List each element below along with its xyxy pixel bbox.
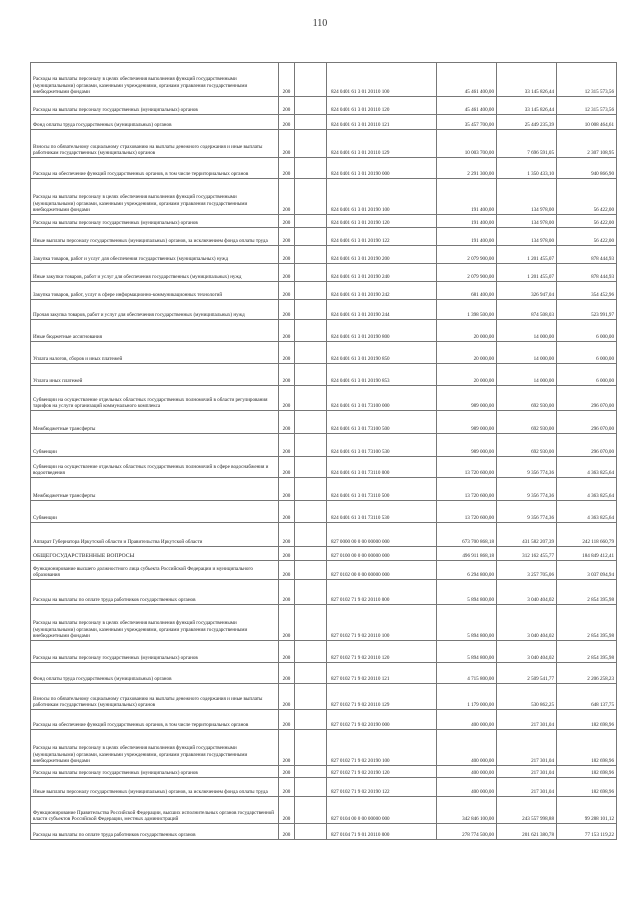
- row-budget-code: 824 0401 61 3 01 20190 240: [327, 264, 437, 282]
- row-approved-amount: 13 720 600,00: [437, 457, 497, 478]
- row-approved-amount: 400 000,00: [437, 710, 497, 730]
- table-row: [31, 130, 617, 158]
- spacer-cell: [295, 264, 327, 282]
- row-budget-code: 824 0401 61 3 01 73110 530: [327, 501, 437, 523]
- row-budget-code: 827 0102 71 9 02 20110 100: [327, 605, 437, 641]
- spacer-cell: [295, 342, 327, 364]
- row-executed-amount: 201 621 380,78: [497, 824, 557, 840]
- row-approved-amount: 5 894 800,00: [437, 641, 497, 663]
- spacer-cell: [295, 478, 327, 501]
- row-remaining-amount: 3 037 094,94: [557, 561, 617, 580]
- spacer-cell: [295, 282, 327, 300]
- row-description: Расходы на выплаты по оплате труда работников государственных органов: [31, 580, 279, 605]
- row-line-code: 200: [279, 228, 295, 246]
- table-row: [31, 478, 617, 501]
- table-row: [31, 797, 617, 824]
- row-executed-amount: 530 862,25: [497, 684, 557, 710]
- row-executed-amount: 9 356 774,36: [497, 501, 557, 523]
- row-approved-amount: 5 894 800,00: [437, 605, 497, 641]
- row-line-code: 200: [279, 561, 295, 580]
- row-description: Расходы на выплаты персоналу в целях обеспечения выполнения функций государственными (муниципальными) органами, казенными учреждениями, органами управления государственными внебюджетными фондами: [31, 63, 279, 97]
- row-description: Расходы на выплаты персоналу государственных (муниципальных) органов: [31, 766, 279, 778]
- row-line-code: 200: [279, 130, 295, 158]
- row-executed-amount: 134 978,00: [497, 179, 557, 215]
- row-line-code: 200: [279, 320, 295, 342]
- row-approved-amount: 5 894 800,00: [437, 580, 497, 605]
- spacer-cell: [295, 228, 327, 246]
- row-remaining-amount: 4 363 825,64: [557, 478, 617, 501]
- row-approved-amount: 191 400,00: [437, 215, 497, 228]
- spacer-cell: [295, 320, 327, 342]
- row-executed-amount: 1 350 433,10: [497, 158, 557, 179]
- spacer-cell: [295, 97, 327, 115]
- spacer-cell: [295, 179, 327, 215]
- spacer-cell: [295, 386, 327, 411]
- row-remaining-amount: 2 854 395,98: [557, 605, 617, 641]
- row-line-code: 200: [279, 501, 295, 523]
- row-line-code: 200: [279, 641, 295, 663]
- table-row: [31, 246, 617, 264]
- row-budget-code: 827 0102 71 9 02 20190 100: [327, 730, 437, 766]
- row-approved-amount: 278 774 500,00: [437, 824, 497, 840]
- table-row: [31, 547, 617, 561]
- row-executed-amount: 874 508,03: [497, 300, 557, 320]
- row-description: Субвенции: [31, 501, 279, 523]
- row-budget-code: 827 0102 71 9 02 20190 120: [327, 766, 437, 778]
- row-executed-amount: 33 145 826,44: [497, 97, 557, 115]
- spacer-cell: [295, 411, 327, 434]
- row-budget-code: 827 0102 00 0 00 00000 000: [327, 561, 437, 580]
- row-budget-code: 824 0401 61 3 01 73110 500: [327, 478, 437, 501]
- row-remaining-amount: 56 422,00: [557, 179, 617, 215]
- row-budget-code: 824 0401 61 3 01 20190 122: [327, 228, 437, 246]
- row-executed-amount: 14 000,00: [497, 342, 557, 364]
- row-line-code: 200: [279, 547, 295, 561]
- budget-execution-table: [30, 62, 617, 840]
- row-description: Закупка товаров, работ и услуг для обеспечения государственных (муниципальных) нужд: [31, 246, 279, 264]
- row-description: Расходы на выплаты персоналу государственных (муниципальных) органов: [31, 641, 279, 663]
- row-executed-amount: 217 301,04: [497, 778, 557, 797]
- row-remaining-amount: 2 854 395,98: [557, 641, 617, 663]
- row-executed-amount: 217 301,04: [497, 766, 557, 778]
- row-budget-code: 827 0102 71 9 02 20190 122: [327, 778, 437, 797]
- row-line-code: 200: [279, 523, 295, 547]
- page-number: 110: [312, 18, 328, 29]
- row-approved-amount: 20 000,00: [437, 364, 497, 386]
- table-row: [31, 561, 617, 580]
- row-budget-code: 827 0000 00 0 00 00000 000: [327, 523, 437, 547]
- row-approved-amount: 342 846 100,00: [437, 797, 497, 824]
- row-budget-code: 824 0401 61 3 01 73110 000: [327, 457, 437, 478]
- row-executed-amount: 134 978,00: [497, 228, 557, 246]
- row-budget-code: 827 0100 00 0 00 00000 000: [327, 547, 437, 561]
- row-approved-amount: 2 291 300,00: [437, 158, 497, 179]
- table-row: [31, 501, 617, 523]
- row-budget-code: 824 0401 61 3 01 73100 530: [327, 434, 437, 457]
- row-line-code: 200: [279, 824, 295, 840]
- table-row: [31, 97, 617, 115]
- row-description: Расходы на выплаты персоналу в целях обеспечения выполнения функций государственными (муниципальными) органами, казенными учреждениями, органами управления государственными внебюджетными фондами: [31, 179, 279, 215]
- row-remaining-amount: 2 307 108,95: [557, 130, 617, 158]
- row-approved-amount: 400 000,00: [437, 766, 497, 778]
- spacer-cell: [295, 580, 327, 605]
- row-remaining-amount: 878 444,93: [557, 264, 617, 282]
- row-remaining-amount: 296 070,00: [557, 386, 617, 411]
- table-row: [31, 264, 617, 282]
- row-budget-code: 824 0401 61 3 01 20190 100: [327, 179, 437, 215]
- row-line-code: 200: [279, 282, 295, 300]
- row-executed-amount: 3 040 404,02: [497, 580, 557, 605]
- spacer-cell: [295, 300, 327, 320]
- row-budget-code: 827 0104 00 0 00 00000 000: [327, 797, 437, 824]
- row-remaining-amount: 242 118 660,79: [557, 523, 617, 547]
- row-budget-code: 827 0104 71 9 01 20110 000: [327, 824, 437, 840]
- row-executed-amount: 9 356 774,36: [497, 457, 557, 478]
- row-budget-code: 827 0102 71 9 02 20110 120: [327, 641, 437, 663]
- table-row: [31, 605, 617, 641]
- table-row: [31, 641, 617, 663]
- table-row: [31, 824, 617, 840]
- table-row: [31, 580, 617, 605]
- row-budget-code: 824 0401 61 3 01 20190 244: [327, 300, 437, 320]
- row-approved-amount: 191 400,00: [437, 228, 497, 246]
- spacer-cell: [295, 130, 327, 158]
- row-executed-amount: 7 696 591,05: [497, 130, 557, 158]
- row-line-code: 200: [279, 115, 295, 130]
- row-description: Уплата налогов, сборов и иных платежей: [31, 342, 279, 364]
- spacer-cell: [295, 824, 327, 840]
- row-executed-amount: 692 930,00: [497, 434, 557, 457]
- row-budget-code: 824 0401 61 3 01 20190 000: [327, 158, 437, 179]
- table-row: [31, 300, 617, 320]
- row-description: Иные бюджетные ассигнования: [31, 320, 279, 342]
- row-description: Аппарат Губернатора Иркутской области и Правительства Иркутской области: [31, 523, 279, 547]
- row-executed-amount: 25 449 235,39: [497, 115, 557, 130]
- spacer-cell: [295, 605, 327, 641]
- row-executed-amount: 692 930,00: [497, 386, 557, 411]
- table-row: [31, 710, 617, 730]
- spacer-cell: [295, 797, 327, 824]
- spacer-cell: [295, 523, 327, 547]
- row-description: Фонд оплаты труда государственных (муниципальных) органов: [31, 663, 279, 684]
- row-approved-amount: 673 700 868,18: [437, 523, 497, 547]
- row-approved-amount: 20 000,00: [437, 320, 497, 342]
- row-budget-code: 824 0401 61 3 01 20190 120: [327, 215, 437, 228]
- row-line-code: 200: [279, 710, 295, 730]
- row-description: Закупка товаров, работ, услуг в сфере информационно-коммуникационных технологий: [31, 282, 279, 300]
- table-row: [31, 411, 617, 434]
- table-row: [31, 457, 617, 478]
- row-remaining-amount: 182 698,96: [557, 766, 617, 778]
- row-description: Субвенции: [31, 434, 279, 457]
- row-remaining-amount: 56 422,00: [557, 215, 617, 228]
- row-approved-amount: 2 079 900,00: [437, 246, 497, 264]
- row-line-code: 200: [279, 158, 295, 179]
- spacer-cell: [295, 364, 327, 386]
- row-executed-amount: 692 930,00: [497, 411, 557, 434]
- row-executed-amount: 217 301,04: [497, 710, 557, 730]
- row-remaining-amount: 56 422,00: [557, 228, 617, 246]
- row-remaining-amount: 184 849 412,41: [557, 547, 617, 561]
- row-approved-amount: 20 000,00: [437, 342, 497, 364]
- row-line-code: 200: [279, 580, 295, 605]
- row-remaining-amount: 4 363 825,64: [557, 457, 617, 478]
- table-row: [31, 215, 617, 228]
- row-remaining-amount: 6 000,00: [557, 320, 617, 342]
- row-line-code: 200: [279, 478, 295, 501]
- table-row: [31, 228, 617, 246]
- spacer-cell: [295, 730, 327, 766]
- row-line-code: 200: [279, 97, 295, 115]
- row-approved-amount: 400 000,00: [437, 730, 497, 766]
- row-executed-amount: 2 509 541,77: [497, 663, 557, 684]
- row-line-code: 200: [279, 364, 295, 386]
- row-description: Расходы на обеспечение функций государственных органов, в том числе территориальных органов: [31, 710, 279, 730]
- row-description: Расходы на выплаты персоналу в целях обеспечения выполнения функций государственными (муниципальными) органами, казенными учреждениями, органами управления государственными внебюджетными фондами: [31, 605, 279, 641]
- row-approved-amount: 4 715 800,00: [437, 663, 497, 684]
- row-line-code: 200: [279, 179, 295, 215]
- row-description: Расходы на выплаты персоналу в целях обеспечения выполнения функций государственными (муниципальными) органами, казенными учреждениями, органами управления государственными внебюджетными фондами: [31, 730, 279, 766]
- row-approved-amount: 2 079 900,00: [437, 264, 497, 282]
- row-line-code: 200: [279, 215, 295, 228]
- row-remaining-amount: 6 000,00: [557, 342, 617, 364]
- row-line-code: 200: [279, 457, 295, 478]
- table-row: [31, 778, 617, 797]
- row-description: Субвенции на осуществление отдельных областных государственных полномочий в области регулирования тарифов на услуги организаций коммунального комплекса: [31, 386, 279, 411]
- table-row: [31, 663, 617, 684]
- row-description: Функционирование высшего должностного лица субъекта Российской Федерации и муниципального образования: [31, 561, 279, 580]
- row-line-code: 200: [279, 730, 295, 766]
- table-row: [31, 523, 617, 547]
- row-budget-code: 827 0102 71 9 02 20110 129: [327, 684, 437, 710]
- row-executed-amount: 1 201 455,07: [497, 264, 557, 282]
- row-budget-code: 827 0102 71 9 02 20190 000: [327, 710, 437, 730]
- row-budget-code: 824 0401 61 3 01 20110 121: [327, 115, 437, 130]
- row-budget-code: 824 0401 61 3 01 20190 800: [327, 320, 437, 342]
- row-description: Прочая закупка товаров, работ и услуг для обеспечения государственных (муниципальных) нужд: [31, 300, 279, 320]
- spacer-cell: [295, 434, 327, 457]
- table-body: [31, 63, 617, 840]
- row-executed-amount: 33 145 826,44: [497, 63, 557, 97]
- row-line-code: 200: [279, 264, 295, 282]
- row-remaining-amount: 648 137,75: [557, 684, 617, 710]
- row-approved-amount: 13 720 600,00: [437, 478, 497, 501]
- table-row: [31, 282, 617, 300]
- table-row: [31, 63, 617, 97]
- row-approved-amount: 45 461 400,00: [437, 63, 497, 97]
- row-executed-amount: 243 557 998,88: [497, 797, 557, 824]
- row-description: Межбюджетные трансферты: [31, 478, 279, 501]
- row-budget-code: 827 0102 71 9 02 20110 000: [327, 580, 437, 605]
- row-description: Взносы по обязательному социальному страхованию на выплаты денежного содержания и иные выплаты работникам государственных (муниципальных) органов: [31, 130, 279, 158]
- row-line-code: 200: [279, 434, 295, 457]
- row-executed-amount: 312 162 455,77: [497, 547, 557, 561]
- row-executed-amount: 9 356 774,36: [497, 478, 557, 501]
- row-line-code: 200: [279, 411, 295, 434]
- spacer-cell: [295, 641, 327, 663]
- row-remaining-amount: 99 288 101,12: [557, 797, 617, 824]
- row-executed-amount: 134 978,00: [497, 215, 557, 228]
- row-budget-code: 824 0401 61 3 01 20190 850: [327, 342, 437, 364]
- row-executed-amount: 431 582 207,39: [497, 523, 557, 547]
- row-executed-amount: 3 040 404,02: [497, 605, 557, 641]
- row-approved-amount: 10 003 700,00: [437, 130, 497, 158]
- row-budget-code: 824 0401 61 3 01 20190 242: [327, 282, 437, 300]
- row-executed-amount: 217 301,04: [497, 730, 557, 766]
- row-description: Взносы по обязательному социальному страхованию на выплаты денежного содержания и иные выплаты работникам государственных (муниципальных) органов: [31, 684, 279, 710]
- row-approved-amount: 45 461 400,00: [437, 97, 497, 115]
- row-line-code: 200: [279, 663, 295, 684]
- spacer-cell: [295, 457, 327, 478]
- row-executed-amount: 3 257 705,06: [497, 561, 557, 580]
- row-line-code: 200: [279, 386, 295, 411]
- row-approved-amount: 13 720 600,00: [437, 501, 497, 523]
- row-remaining-amount: 12 315 573,56: [557, 97, 617, 115]
- table-row: [31, 684, 617, 710]
- row-line-code: 200: [279, 766, 295, 778]
- row-approved-amount: 989 000,00: [437, 411, 497, 434]
- row-executed-amount: 14 000,00: [497, 364, 557, 386]
- row-description: Уплата иных платежей: [31, 364, 279, 386]
- row-remaining-amount: 354 452,96: [557, 282, 617, 300]
- row-remaining-amount: 878 444,93: [557, 246, 617, 264]
- row-executed-amount: 3 040 404,02: [497, 641, 557, 663]
- table-row: [31, 386, 617, 411]
- table-row: [31, 179, 617, 215]
- row-budget-code: 824 0401 61 3 01 20190 853: [327, 364, 437, 386]
- spacer-cell: [295, 547, 327, 561]
- table-row: [31, 158, 617, 179]
- row-remaining-amount: 77 153 119,22: [557, 824, 617, 840]
- spacer-cell: [295, 115, 327, 130]
- spacer-cell: [295, 561, 327, 580]
- row-approved-amount: 989 000,00: [437, 434, 497, 457]
- row-budget-code: 824 0401 61 3 01 73100 000: [327, 386, 437, 411]
- row-description: Субвенции на осуществление отдельных областных государственных полномочий в сфере водоснабжения и водоотведения: [31, 457, 279, 478]
- row-line-code: 200: [279, 684, 295, 710]
- row-approved-amount: 400 000,00: [437, 778, 497, 797]
- row-budget-code: 827 0102 71 9 02 20110 121: [327, 663, 437, 684]
- table-row: [31, 766, 617, 778]
- row-budget-code: 824 0401 61 3 01 20110 120: [327, 97, 437, 115]
- row-line-code: 200: [279, 797, 295, 824]
- spacer-cell: [295, 684, 327, 710]
- row-budget-code: 824 0401 61 3 01 73100 500: [327, 411, 437, 434]
- spacer-cell: [295, 766, 327, 778]
- row-line-code: 200: [279, 300, 295, 320]
- table-row: [31, 115, 617, 130]
- row-remaining-amount: 6 000,00: [557, 364, 617, 386]
- spacer-cell: [295, 501, 327, 523]
- spacer-cell: [295, 63, 327, 97]
- table-row: [31, 342, 617, 364]
- row-approved-amount: 1 398 500,00: [437, 300, 497, 320]
- row-executed-amount: 14 000,00: [497, 320, 557, 342]
- row-remaining-amount: 940 866,90: [557, 158, 617, 179]
- row-remaining-amount: 296 070,00: [557, 411, 617, 434]
- row-executed-amount: 1 201 455,07: [497, 246, 557, 264]
- row-line-code: 200: [279, 605, 295, 641]
- row-approved-amount: 989 000,00: [437, 386, 497, 411]
- row-description: Иные закупки товаров, работ и услуг для обеспечения государственных (муниципальных) нужд: [31, 264, 279, 282]
- table-row: [31, 364, 617, 386]
- spacer-cell: [295, 778, 327, 797]
- row-remaining-amount: 182 698,96: [557, 710, 617, 730]
- row-remaining-amount: 182 698,96: [557, 778, 617, 797]
- row-budget-code: 824 0401 61 3 01 20110 100: [327, 63, 437, 97]
- spacer-cell: [295, 215, 327, 228]
- row-description: Межбюджетные трансферты: [31, 411, 279, 434]
- row-remaining-amount: 2 854 395,98: [557, 580, 617, 605]
- row-approved-amount: 496 911 868,18: [437, 547, 497, 561]
- row-remaining-amount: 523 991,97: [557, 300, 617, 320]
- row-description: ОБЩЕГОСУДАРСТВЕННЫЕ ВОПРОСЫ: [31, 547, 279, 561]
- spacer-cell: [295, 710, 327, 730]
- row-budget-code: 824 0401 61 3 01 20110 129: [327, 130, 437, 158]
- row-executed-amount: 326 947,04: [497, 282, 557, 300]
- row-line-code: 200: [279, 63, 295, 97]
- row-remaining-amount: 182 698,96: [557, 730, 617, 766]
- row-remaining-amount: 2 206 258,23: [557, 663, 617, 684]
- row-approved-amount: 191 400,00: [437, 179, 497, 215]
- row-description: Фонд оплаты труда государственных (муниципальных) органов: [31, 115, 279, 130]
- row-remaining-amount: 296 070,00: [557, 434, 617, 457]
- row-approved-amount: 6 294 800,00: [437, 561, 497, 580]
- row-description: Расходы на выплаты персоналу государственных (муниципальных) органов: [31, 97, 279, 115]
- row-remaining-amount: 12 315 573,56: [557, 63, 617, 97]
- row-description: Функционирование Правительства Российской Федерации, высших исполнительных органов государственной власти субъектов Российской Федерации, местных администраций: [31, 797, 279, 824]
- row-budget-code: 824 0401 61 3 01 20190 200: [327, 246, 437, 264]
- row-approved-amount: 681 400,00: [437, 282, 497, 300]
- row-remaining-amount: 10 008 464,61: [557, 115, 617, 130]
- row-remaining-amount: 4 363 825,64: [557, 501, 617, 523]
- spacer-cell: [295, 663, 327, 684]
- row-description: Расходы на обеспечение функций государственных органов, в том числе территориальных органов: [31, 158, 279, 179]
- row-line-code: 200: [279, 778, 295, 797]
- row-description: Расходы на выплаты по оплате труда работников государственных органов: [31, 824, 279, 840]
- table-row: [31, 434, 617, 457]
- row-line-code: 200: [279, 342, 295, 364]
- spacer-cell: [295, 246, 327, 264]
- row-approved-amount: 1 179 000,00: [437, 684, 497, 710]
- row-line-code: 200: [279, 246, 295, 264]
- row-approved-amount: 35 457 700,00: [437, 115, 497, 130]
- row-description: Иные выплаты персоналу государственных (муниципальных) органов, за исключением фонда оплаты труда: [31, 228, 279, 246]
- row-description: Расходы на выплаты персоналу государственных (муниципальных) органов: [31, 215, 279, 228]
- spacer-cell: [295, 158, 327, 179]
- table-row: [31, 320, 617, 342]
- row-description: Иные выплаты персоналу государственных (муниципальных) органов, за исключением фонда оплаты труда: [31, 778, 279, 797]
- table-row: [31, 730, 617, 766]
